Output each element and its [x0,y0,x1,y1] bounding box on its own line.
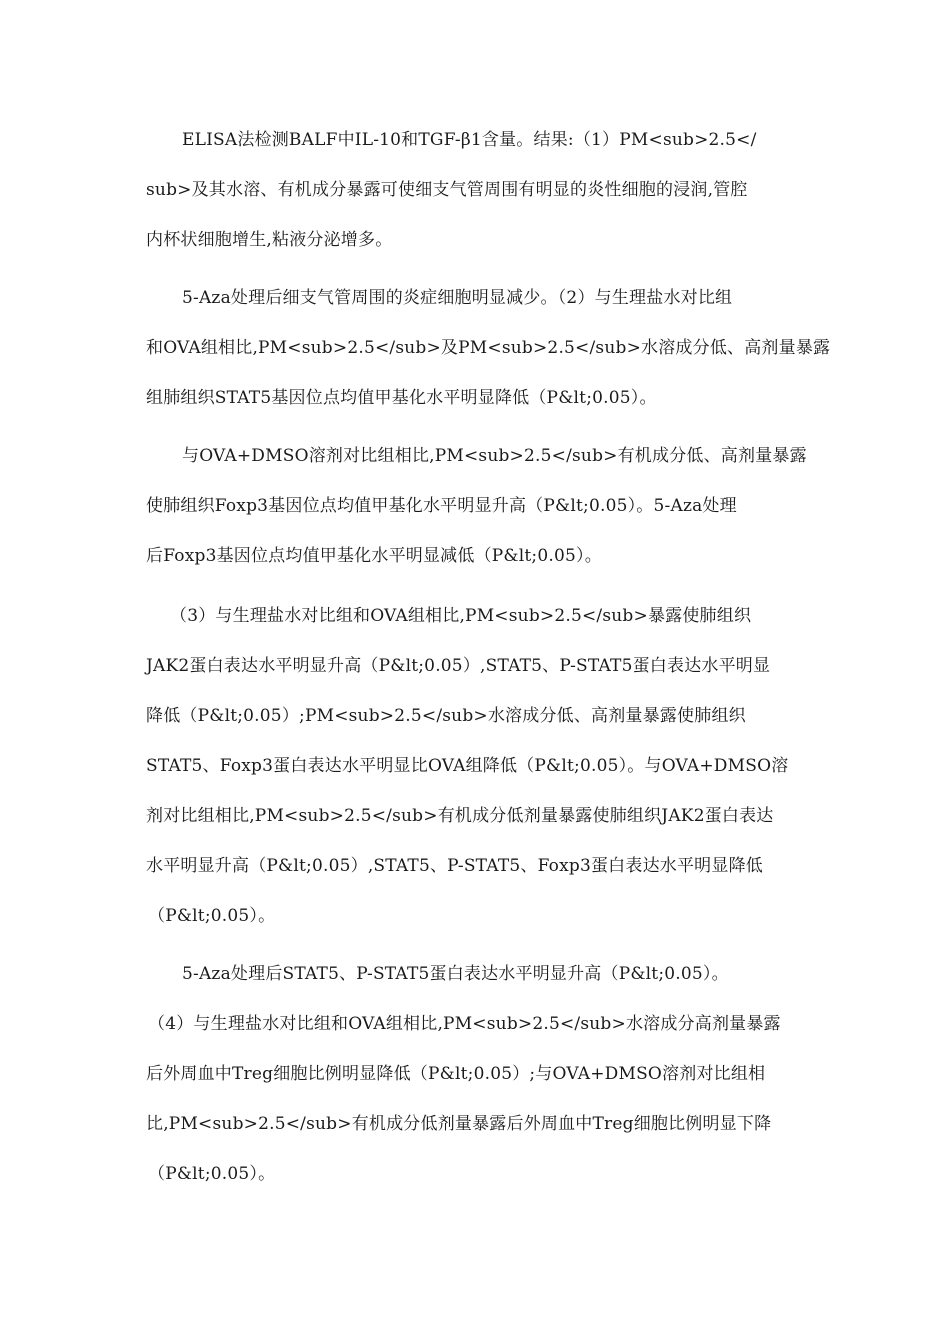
text-line: 比,PM<sub>2.5</sub>有机成分低剂量暴露后外周血中Treg细胞比例明显下降 [146,1114,772,1134]
text-line: （3）与生理盐水对比组和OVA组相比,PM<sub>2.5</sub>暴露使肺组织 [170,606,752,626]
text-line: 内杯状细胞增生,粘液分泌增多。 [146,230,393,250]
text-line: JAK2蛋白表达水平明显升高（P&lt;0.05）,STAT5、P-STAT5蛋白表达水平明显 [146,656,771,676]
text-line: STAT5、Foxp3蛋白表达水平明显比OVA组降低（P&lt;0.05）。与OVA+DMSO溶 [146,756,789,776]
text-line: 水平明显升高（P&lt;0.05）,STAT5、P-STAT5、Foxp3蛋白表达水平明显降低 [146,856,763,876]
text-line: 剂对比组相比,PM<sub>2.5</sub>有机成分低剂量暴露使肺组织JAK2蛋白表达 [146,806,774,826]
text-line: （P&lt;0.05）。 [148,906,276,926]
text-line: 与OVA+DMSO溶剂对比组相比,PM<sub>2.5</sub>有机成分低、高剂量暴露 [182,446,807,466]
text-line: 后Foxp3基因位点均值甲基化水平明显减低（P&lt;0.05）。 [146,546,602,566]
text-line: ELISA法检测BALF中IL-10和TGF-β1含量。结果:（1）PM<sub>2.5</ [182,130,757,150]
text-line: 和OVA组相比,PM<sub>2.5</sub>及PM<sub>2.5</sub>水溶成分低、高剂量暴露 [146,338,831,358]
text-line: 后外周血中Treg细胞比例明显降低（P&lt;0.05）;与OVA+DMSO溶剂对比组相 [146,1064,766,1084]
text-line: （P&lt;0.05）。 [148,1164,276,1184]
text-line: 组肺组织STAT5基因位点均值甲基化水平明显降低（P&lt;0.05）。 [146,388,657,408]
text-line: 降低（P&lt;0.05）;PM<sub>2.5</sub>水溶成分低、高剂量暴露使肺组织 [146,706,746,726]
text-line: sub>及其水溶、有机成分暴露可使细支气管周围有明显的炎性细胞的浸润,管腔 [146,180,748,200]
text-line: 5-Aza处理后STAT5、P-STAT5蛋白表达水平明显升高（P&lt;0.05）。 [182,964,729,984]
text-line: 使肺组织Foxp3基因位点均值甲基化水平明显升高（P&lt;0.05）。5-Aza处理 [146,496,737,516]
text-line: （4）与生理盐水对比组和OVA组相比,PM<sub>2.5</sub>水溶成分高剂量暴露 [148,1014,781,1034]
text-line: 5-Aza处理后细支气管周围的炎症细胞明显减少。（2）与生理盐水对比组 [182,288,733,308]
